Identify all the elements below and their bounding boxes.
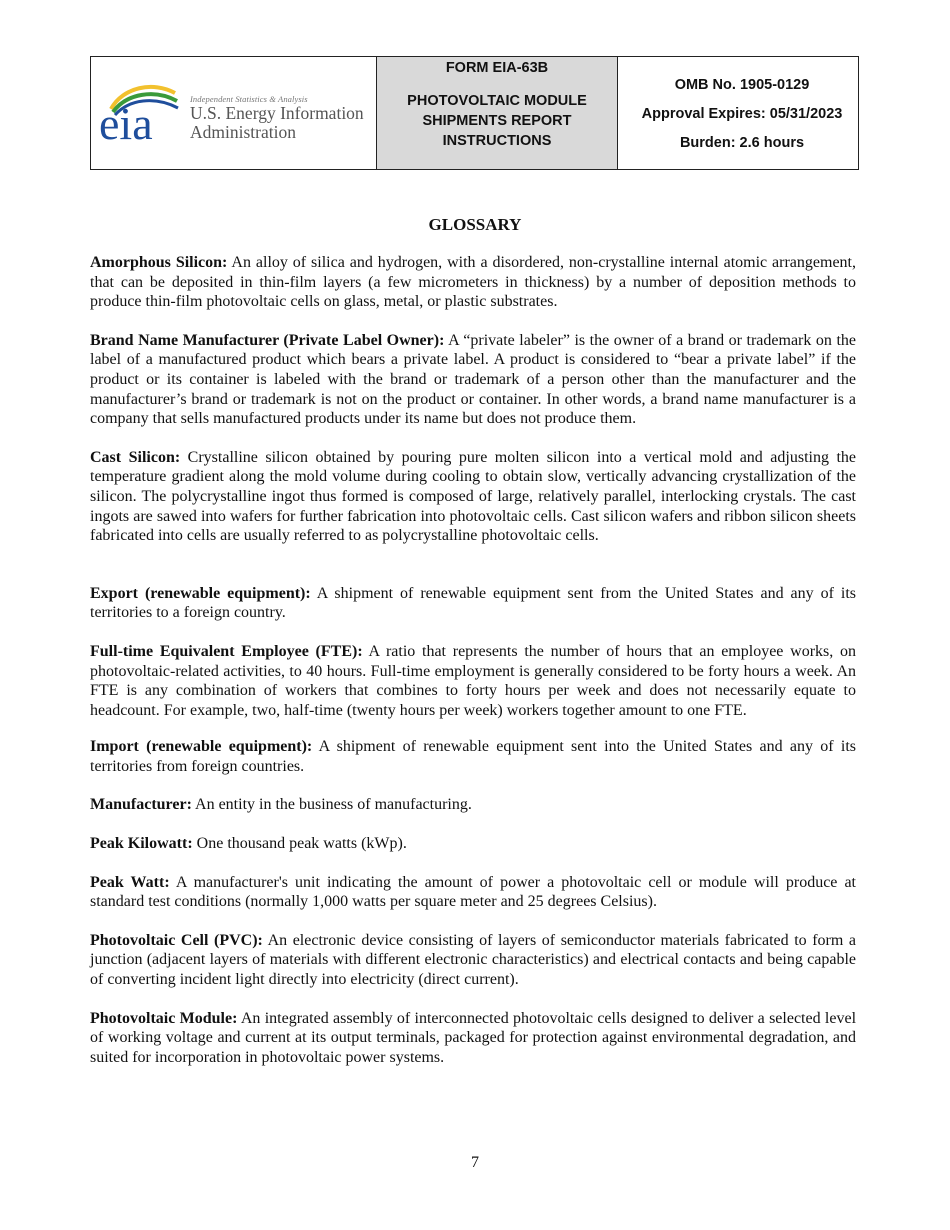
glossary-definition: A shipment of renewable equipment sent from the United States and any of its territories to a foreign country. (90, 584, 857, 622)
form-title: FORM EIA-63B (445, 60, 549, 76)
glossary-term: Manufacturer: (90, 796, 192, 814)
glossary-term: Import (renewable equipment): (90, 738, 313, 756)
glossary-definition: An integrated assembly of interconnected photovoltaic cells designed to deliver a selected level of working voltage and current at its output terminals, packaged for protection against environmental degradation, and suited for incorporation in photovoltaic power systems. (90, 1009, 857, 1066)
glossary-term: Amorphous Silicon: (90, 254, 228, 271)
glossary-entry-amorphous-silicon (90, 253, 856, 312)
logo-tagline: Independent Statistics & Analysis (190, 94, 308, 104)
eia-logo-mark: eia (99, 98, 153, 143)
form-title-cell (377, 57, 618, 169)
eia-logo-wordmark (190, 94, 364, 142)
glossary-entry-cast-silicon (90, 448, 856, 546)
glossary-entry-peak-kilowatt (90, 834, 856, 854)
glossary-definition: An alloy of silica and hydrogen, with a disordered, non-crystalline internal atomic arrangement, that can be deposited in thin-film layers (a few micrometers in thickness) by a number of deposition methods to produce thin-film photovoltaic cells on glass, metal, or plastic substrates. (90, 254, 856, 311)
glossary-entry-manufacturer (90, 795, 856, 815)
glossary-term: Photovoltaic Cell (PVC): (90, 931, 263, 949)
glossary-definition: A manufacturer's unit indicating the amount of power a photovoltaic cell or module will produce at standard test conditions (normally 1,000 watts per square meter and 25 degrees Celsius). (90, 873, 857, 911)
glossary-definition: One thousand peak watts (kWp). (192, 835, 407, 853)
form-subtitle (377, 91, 617, 151)
glossary-definition: An entity in the business of manufacturing. (191, 796, 472, 814)
page-number: 7 (471, 1154, 479, 1171)
glossary-definition: An electronic device consisting of layers of semiconductor materials fabricated to form a junction (adjacent layers of materials with different electronic characteristics) and electrical contacts and being capable of converting incident light directly into electricity (direct current). (90, 931, 857, 989)
glossary-term: Photovoltaic Module: (90, 1009, 238, 1027)
approval-expires: Approval Expires: 05/31/2023 (641, 106, 843, 122)
omb-info-cell (618, 57, 858, 169)
omb-number: OMB No. 1905-0129 (674, 77, 810, 93)
glossary-entry-brand-name-manufacturer (90, 331, 856, 429)
glossary-entry-import (90, 737, 856, 776)
glossary-term: Brand Name Manufacturer (Private Label Owner): (90, 331, 445, 349)
eia-logo-icon (97, 81, 185, 143)
glossary-definition: Crystalline silicon obtained by pouring pure molten silicon into a vertical mold and adjusting the temperature gradient along the mold volume during cooling to obtain slow, vertically advancing crystallization of the silicon. The polycrystalline ingot thus formed is composed of large, relatively parallel, interlocking crystals. The cast ingots are sawed into wafers for further fabrication into photovoltaic cells. Cast silicon wafers and ribbon silicon sheets fabricated into cells are usually referred to as polycrystalline photovoltaic cells. (90, 448, 857, 545)
glossary-term: Peak Watt: (90, 873, 170, 891)
burden-hours: Burden: 2.6 hours (679, 135, 805, 151)
form-subtitle-line2: SHIPMENTS REPORT (422, 113, 572, 129)
glossary-entry-peak-watt (90, 873, 856, 912)
eia-logo-cell (91, 57, 377, 169)
logo-org-line1: U.S. Energy Information (190, 103, 364, 123)
glossary-entry-fte (90, 642, 856, 720)
glossary-definition: A ratio that represents the number of hours that an employee works, on photovoltaic-related activities, to 40 hours. Full-time employment is generally considered to be forty hours a week. An FTE is any combination of workers that combines to forty hours per week and does not necessarily equate to headcount. For example, two, half-time (twenty hours per week) workers together amount to one FTE. (90, 642, 856, 719)
form-header (90, 56, 859, 170)
form-subtitle-line3: INSTRUCTIONS (442, 133, 552, 149)
glossary-title: GLOSSARY (428, 215, 522, 234)
glossary-term: Cast Silicon: (90, 448, 181, 466)
glossary-entry-photovoltaic-cell (90, 931, 856, 990)
logo-org-line2: Administration (190, 122, 296, 142)
glossary-definition: A “private labeler” is the owner of a brand or trademark on the label of a manufactured product which bears a private label. A product is considered to “bear a private label” if the product or its container is labeled with the brand or trademark of a person other than the manufacturer and the manufacturer’s brand or trademark is not on the product or container. In other words, a brand name manufacturer is a company that sells manufactured products under its name but does not produce them. (90, 331, 856, 428)
glossary-entry-photovoltaic-module (90, 1009, 856, 1068)
glossary-definition: A shipment of renewable equipment sent into the United States and any of its territories from foreign countries. (90, 738, 856, 775)
omb-info (618, 57, 858, 158)
glossary-term: Full-time Equivalent Employee (FTE): (90, 642, 363, 660)
glossary-entries (90, 253, 856, 1067)
form-subtitle-line1: PHOTOVOLTAIC MODULE (407, 93, 587, 109)
glossary-term: Export (renewable equipment): (90, 584, 311, 602)
glossary-entry-export (90, 584, 856, 623)
glossary-term: Peak Kilowatt: (90, 835, 193, 853)
